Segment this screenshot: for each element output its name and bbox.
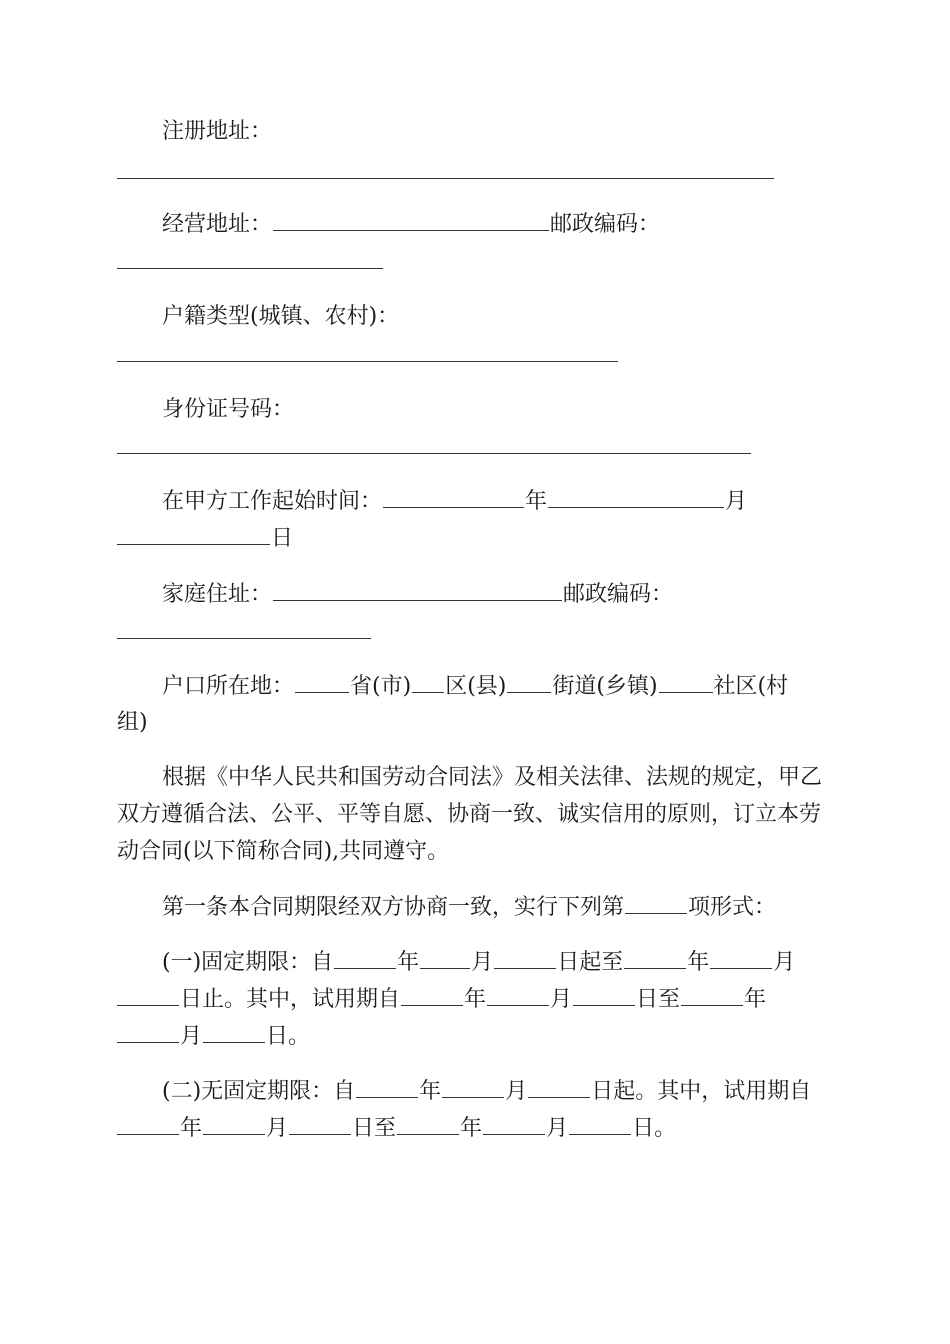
blank[interactable] [487,985,549,1006]
start-day-blank[interactable] [117,524,270,545]
start-month-blank[interactable] [548,487,724,508]
home-address-blank[interactable] [273,580,562,601]
blank[interactable] [442,1077,504,1098]
province-blank[interactable] [295,672,349,693]
reg-address-blank[interactable] [117,178,774,179]
blank[interactable] [569,1114,631,1135]
blank[interactable] [117,1022,179,1043]
id-number-label: 身份证号码： [162,397,295,422]
blank[interactable] [483,1114,545,1135]
start-time-line: 在甲方工作起始时间： 年 月 [162,489,748,514]
home-postcode-blank[interactable] [117,638,371,639]
blank[interactable] [624,948,686,969]
blank[interactable] [401,985,463,1006]
blank[interactable] [356,1077,418,1098]
blank[interactable] [334,948,396,969]
blank[interactable] [710,948,772,969]
id-number-blank[interactable] [117,453,751,454]
open-term-line-1: (二)无固定期限：自 年 月 日起。其中，试用期自 [162,1079,812,1104]
open-term-line-2: 年 月 日至 年 月 日。 [117,1114,676,1143]
district-blank[interactable] [412,672,444,693]
blank[interactable] [494,948,556,969]
reg-address-label: 注册地址： [162,119,273,144]
blank[interactable] [528,1077,590,1098]
blank[interactable] [573,985,635,1006]
home-address-line: 家庭住址： 邮政编码： [162,582,674,607]
hukou-type-label: 户籍类型(城镇、农村)： [162,304,400,329]
fixed-term-line-2: 日止。其中，试用期自 年 月 日至 年 [117,985,766,1014]
blank[interactable] [117,1114,179,1135]
blank[interactable] [681,985,743,1006]
blank[interactable] [397,1114,459,1135]
preamble-line-3: 动合同(以下简称合同),共同遵守。 [117,839,450,864]
blank[interactable] [289,1114,351,1135]
hukou-location-line: 户口所在地： 省(市) 区(县) 街道(乡镇) 社区(村 [162,674,789,699]
term-option-blank[interactable] [625,893,687,914]
hukou-type-blank[interactable] [117,361,618,362]
fixed-term-line-3: 月 日。 [117,1022,310,1051]
biz-postcode-blank[interactable] [117,268,383,269]
blank[interactable] [117,985,179,1006]
blank[interactable] [203,1114,265,1135]
preamble-line-1: 根据《中华人民共和国劳动合同法》及相关法律、法规的规定，甲乙 [162,765,823,790]
start-year-blank[interactable] [383,487,524,508]
preamble-line-2: 双方遵循合法、公平、平等自愿、协商一致、诚实信用的原则，订立本劳 [117,802,822,827]
blank[interactable] [203,1022,265,1043]
hukou-location-cont: 组) [117,710,148,735]
community-blank[interactable] [659,672,713,693]
blank[interactable] [420,948,470,969]
start-day-line: 日 [117,524,293,553]
biz-address-line: 经营地址： 邮政编码： [162,212,661,237]
fixed-term-line-1: (一)固定期限：自 年 月 日起至 年 月 [162,950,796,975]
street-blank[interactable] [507,672,551,693]
article-1-intro: 第一条本合同期限经双方协商一致，实行下列第 项形式： [162,895,777,920]
biz-address-blank[interactable] [273,210,549,231]
